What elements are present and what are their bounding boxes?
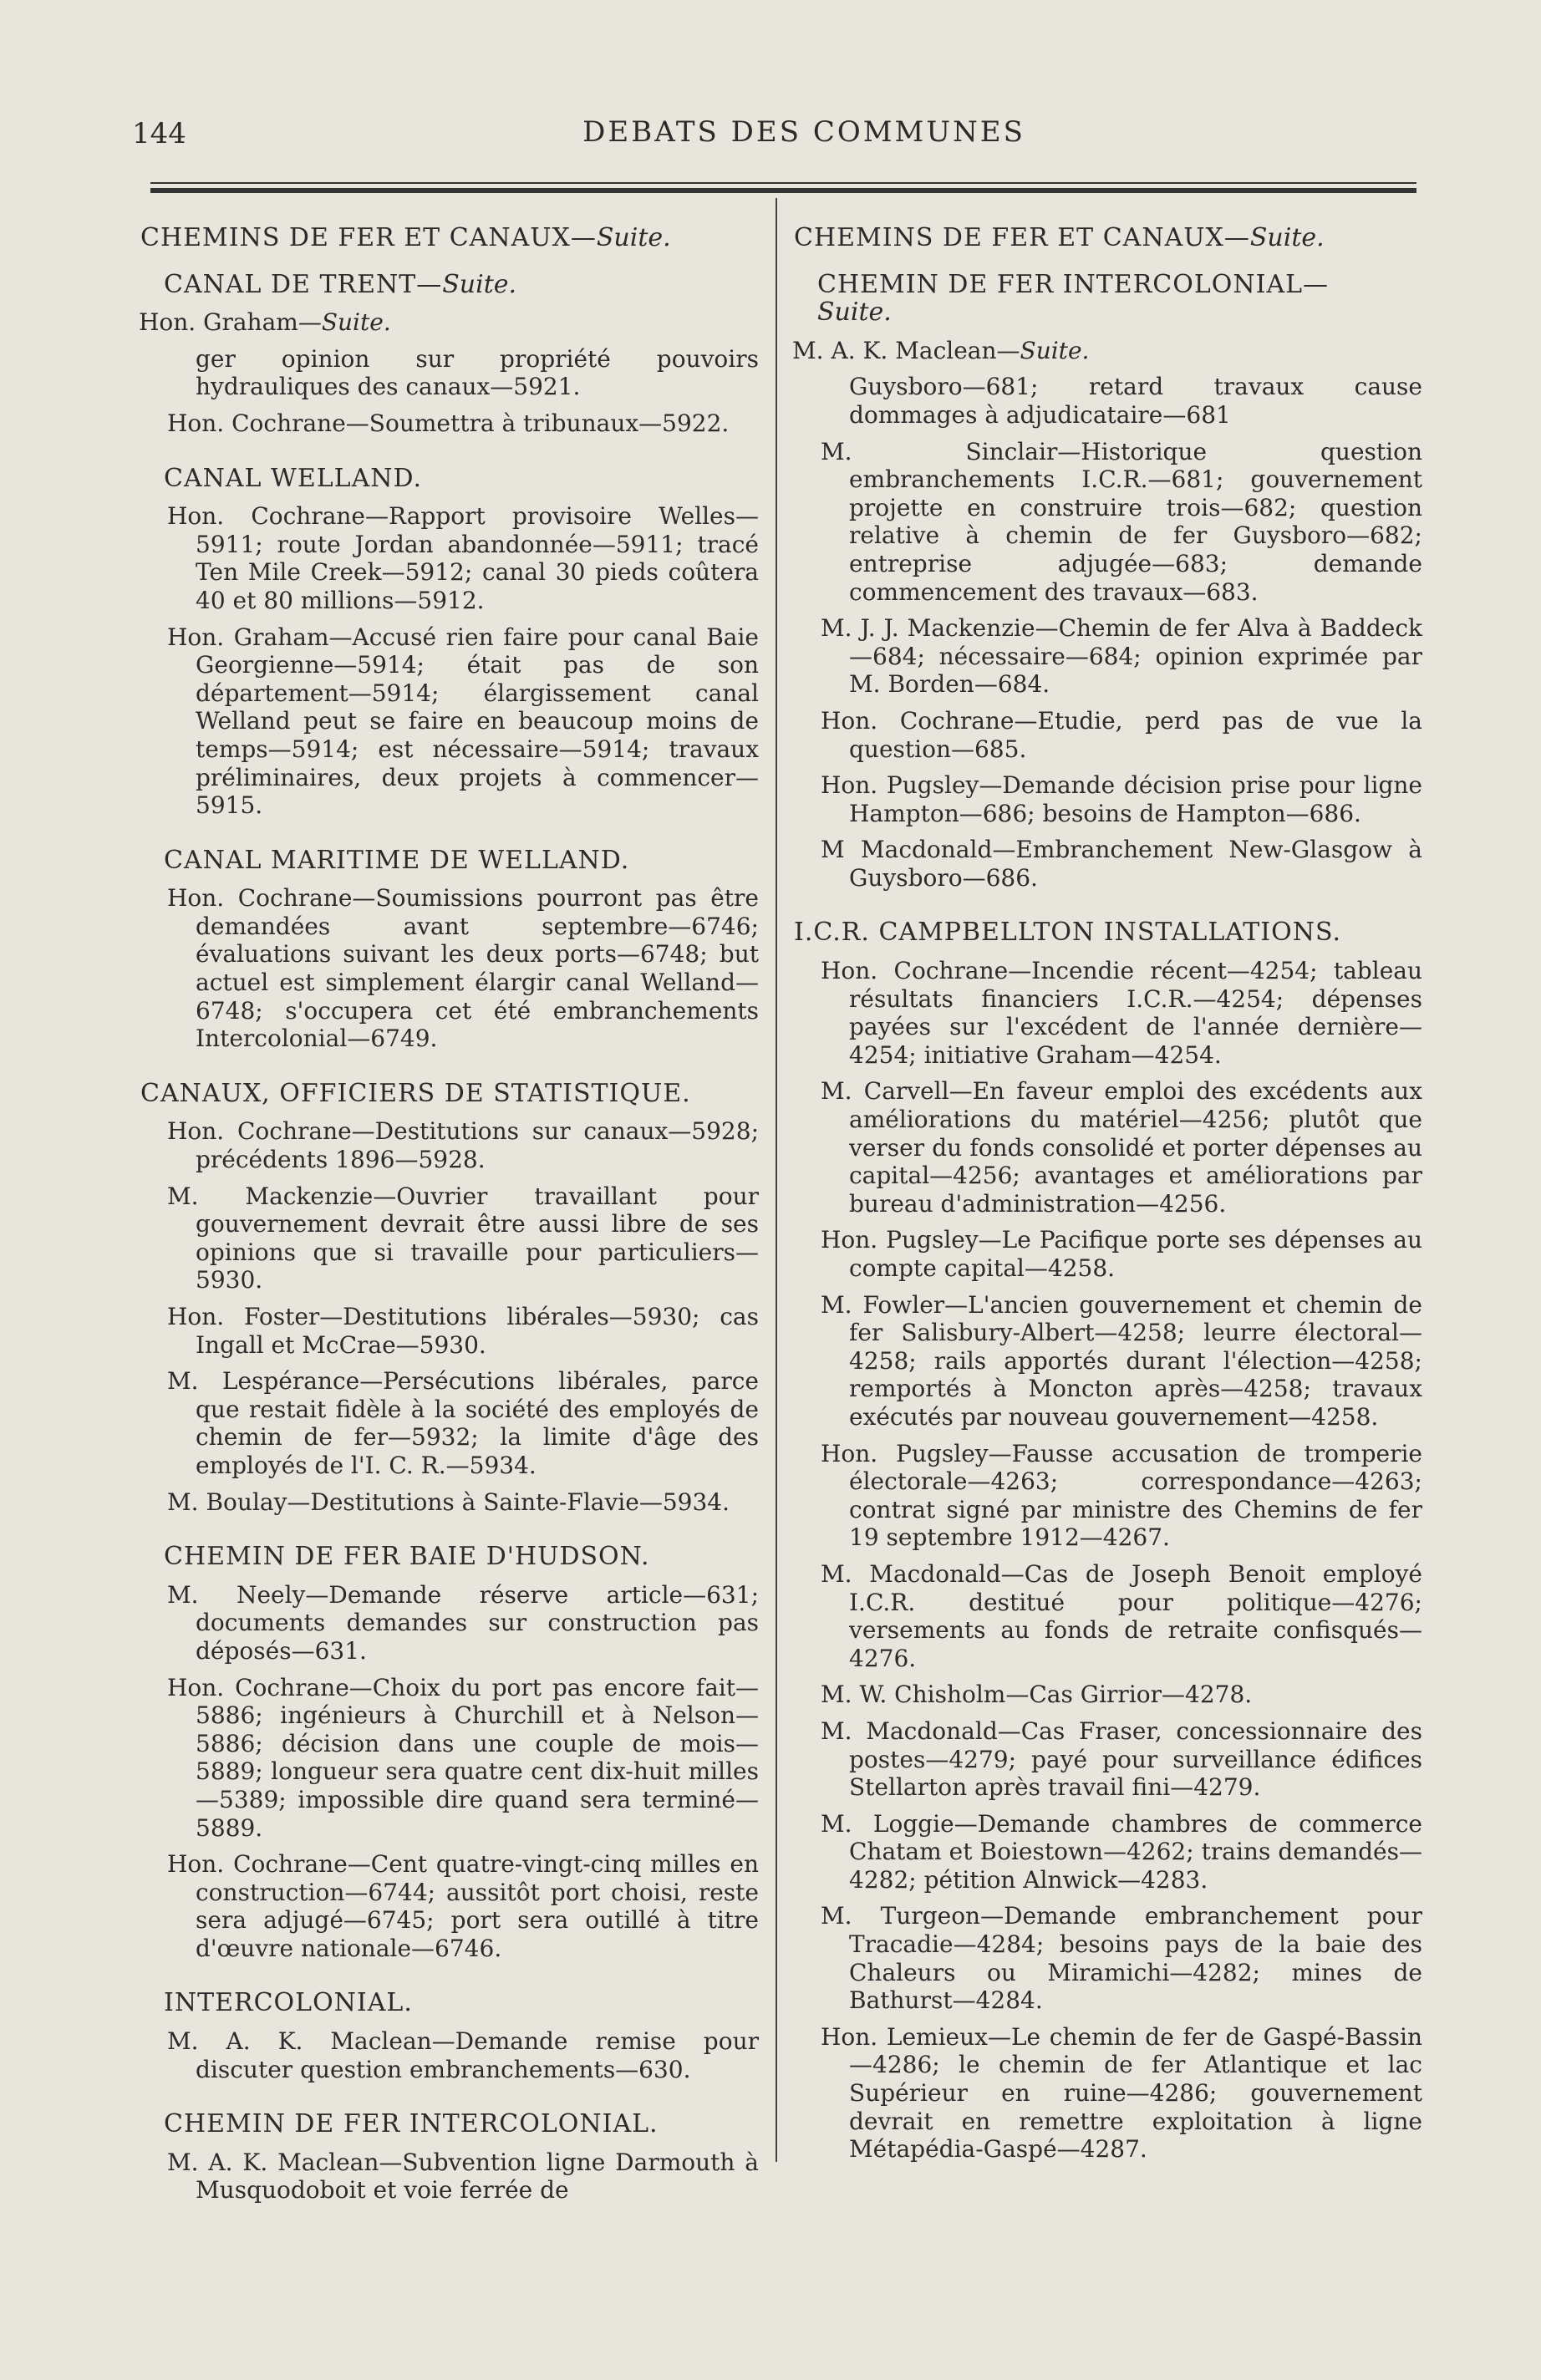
subheading-intercolonial-suite: CHEMIN DE FER INTERCOLONIAL— Suite. [817,269,1330,328]
entry: Hon. Cochrane—Cent quatre-vingt-cinq milles en construction—6744; aussitôt port choisi, reste sera adjugé—6745; port sera outillé à titre d'œuvre nationale—6746. [167,1850,759,1962]
entry: Hon. Pugsley—Demande décision prise pour ligne Hampton—686; besoins de Hampton—686. [821,771,1422,827]
header-rule-thin [150,182,1416,184]
entry: Hon. Pugsley—Fausse accusation de tromperie électorale—4263; correspondance—4263; contrat signé par ministre des Chemins de fer 19 septembre 1912—4267. [821,1439,1422,1552]
entry: M. Turgeon—Demande embranchement pour Tracadie—4284; besoins pays de la baie des Chaleurs ou Miramichi—4282; mines de Bathurst—4284. [821,1902,1422,2015]
entry: Hon. Cochrane—Destitutions sur canaux—5928; précédents 1896—5928. [167,1117,759,1174]
entry: M. Mackenzie—Ouvrier travaillant pour gouvernement devrait être aussi libre de ses opinions que si travaille pour particuliers—5930. [167,1182,759,1294]
entry: M Macdonald—Embranchement New-Glasgow à Guysboro—686. [821,836,1422,892]
entry: Hon. Cochrane—Soumettra à tribunaux—5922. [167,409,730,437]
left-column [140,224,759,2213]
entry: M. Lespérance—Persécutions libérales, parce que restait fidèle à la société des employés de chemin de fer—5932; la limite d'âge des employés de l'I. C. R.—5934. [167,1367,759,1479]
page-number: 144 [132,117,186,150]
right-column [794,224,1422,2172]
entry: M. Carvell—En faveur emploi des excédents aux améliorations du matériel—4256; plutôt que verser du fonds consolidé et porter dépenses au capital—4256; avantages et améliorations par bureau d'administration—4256. [821,1077,1422,1218]
entry: M. J. J. Mackenzie—Chemin de fer Alva à Baddeck—684; nécessaire—684; opinion exprimée par M. Borden—684. [821,614,1422,699]
subheading-trent: CANAL DE TRENT—Suite. [164,269,517,299]
subheading-intercolonial: INTERCOLONIAL. [164,1988,413,2018]
section-heading-canaux: CANAUX, OFFICIERS DE STATISTIQUE. [140,1078,691,1108]
running-head: DEBATS DES COMMUNES [582,115,1025,149]
subheading-chemin-intercolonial: CHEMIN DE FER INTERCOLONIAL. [164,2109,659,2139]
entry: Hon. Graham—Suite. [139,308,391,337]
section-heading: CHEMINS DE FER ET CANAUX—Suite. [140,223,671,252]
entry: Hon. Cochrane—Etudie, perd pas de vue la question—685. [821,706,1422,763]
entry: Hon. Pugsley—Le Pacifique porte ses dépenses au compte capital—4258. [821,1226,1422,1282]
entry: M. Sinclair—Historique question embranchements I.C.R.—681; gouvernement projette en construire trois—682; question relative à chemin de fer Guysboro—682; entreprise adjugée—683; demande commencement des travaux—683. [821,437,1422,606]
subheading-hudson: CHEMIN DE FER BAIE D'HUDSON. [164,1542,650,1572]
entry: Hon. Graham—Accusé rien faire pour canal Baie Georgienne—5914; était pas de son département—5914; élargissement canal Welland peut se faire en beaucoup moins de temps—5914; est nécessaire—5914; travaux préliminaires, deux projets à commencer—5915. [167,623,759,820]
subheading-welland: CANAL WELLAND. [164,463,423,493]
section-heading-campbellton: I.C.R. CAMPBELLTON INSTALLATIONS. [794,918,1342,948]
subheading-maritime: CANAL MARITIME DE WELLAND. [164,845,630,875]
entry: M. W. Chisholm—Cas Girrior—4278. [821,1681,1253,1709]
entry: Hon. Cochrane—Incendie récent—4254; tableau résultats financiers I.C.R.—4254; dépenses payées sur l'excédent de l'année dernière—4254; initiative Graham—4254. [821,957,1422,1069]
entry: Hon. Cochrane—Soumissions pourront pas être demandées avant septembre—6746; évaluations suivant les deux ports—6748; but actuel est simplement élargir canal Welland—6748; s'occupera cet été embranchements Intercolonial—6749. [167,884,759,1053]
entry: M. Boulay—Destitutions à Sainte-Flavie—5934. [167,1488,730,1516]
entry: Hon. Lemieux—Le chemin de fer de Gaspé-Bassin—4286; le chemin de fer Atlantique et lac Supérieur en ruine—4286; gouvernement devrait en remettre exploitation à ligne Métapédia-Gaspé—4287. [821,2022,1422,2164]
entry-continued: Guysboro—681; retard travaux cause dommages à adjudicataire—681 [849,373,1422,429]
entry: Hon. Cochrane—Choix du port pas encore fait—5886; ingénieurs à Churchill et à Nelson—5886; décision dans une couple de mois—5889; longueur sera quatre cent dix-huit milles—5389; impossible dire quand sera terminé—5889. [167,1673,759,1842]
entry: Hon. Cochrane—Rapport provisoire Welles—5911; route Jordan abandonnée—5911; tracé Ten Mile Creek—5912; canal 30 pieds coûtera 40 et 80 millions—5912. [167,502,759,614]
header-rule-thick [150,188,1416,193]
entry: M. Macdonald—Cas Fraser, concessionnaire des postes—4279; payé pour surveillance édifices Stellarton après travail fini—4279. [821,1716,1422,1802]
entry: M. A. K. Maclean—Subvention ligne Darmouth à Musquodoboit et voie ferrée de [167,2148,759,2205]
entry: M. Fowler—L'ancien gouvernement et chemin de fer Salisbury-Albert—4258; leurre électoral—4258; rails apportés durant l'élection—4258; remportés à Moncton après—4258; travaux exécutés par nouveau gouvernement—4258. [821,1290,1422,1431]
column-divider [776,198,777,2162]
entry-continued: ger opinion sur propriété pouvoirs hydrauliques des canaux—5921. [196,344,759,401]
entry: M. A. K. Maclean—Suite. [792,336,1090,364]
entry: M. A. K. Maclean—Demande remise pour discuter question embranchements—630. [167,2027,759,2083]
entry: M. Macdonald—Cas de Joseph Benoit employé I.C.R. destitué pour politique—4276; versements au fonds de retraite confisqués—4276. [821,1559,1422,1672]
entry: M. Neely—Demande réserve article—631; documents demandes sur construction pas déposés—631. [167,1580,759,1665]
entry: M. Loggie—Demande chambres de commerce Chatam et Boiestown—4262; trains demandés—4282; pétition Alnwick—4283. [821,1809,1422,1894]
entry: Hon. Foster—Destitutions libérales—5930; cas Ingall et McCrae—5930. [167,1303,759,1359]
section-heading: CHEMINS DE FER ET CANAUX—Suite. [794,223,1325,252]
